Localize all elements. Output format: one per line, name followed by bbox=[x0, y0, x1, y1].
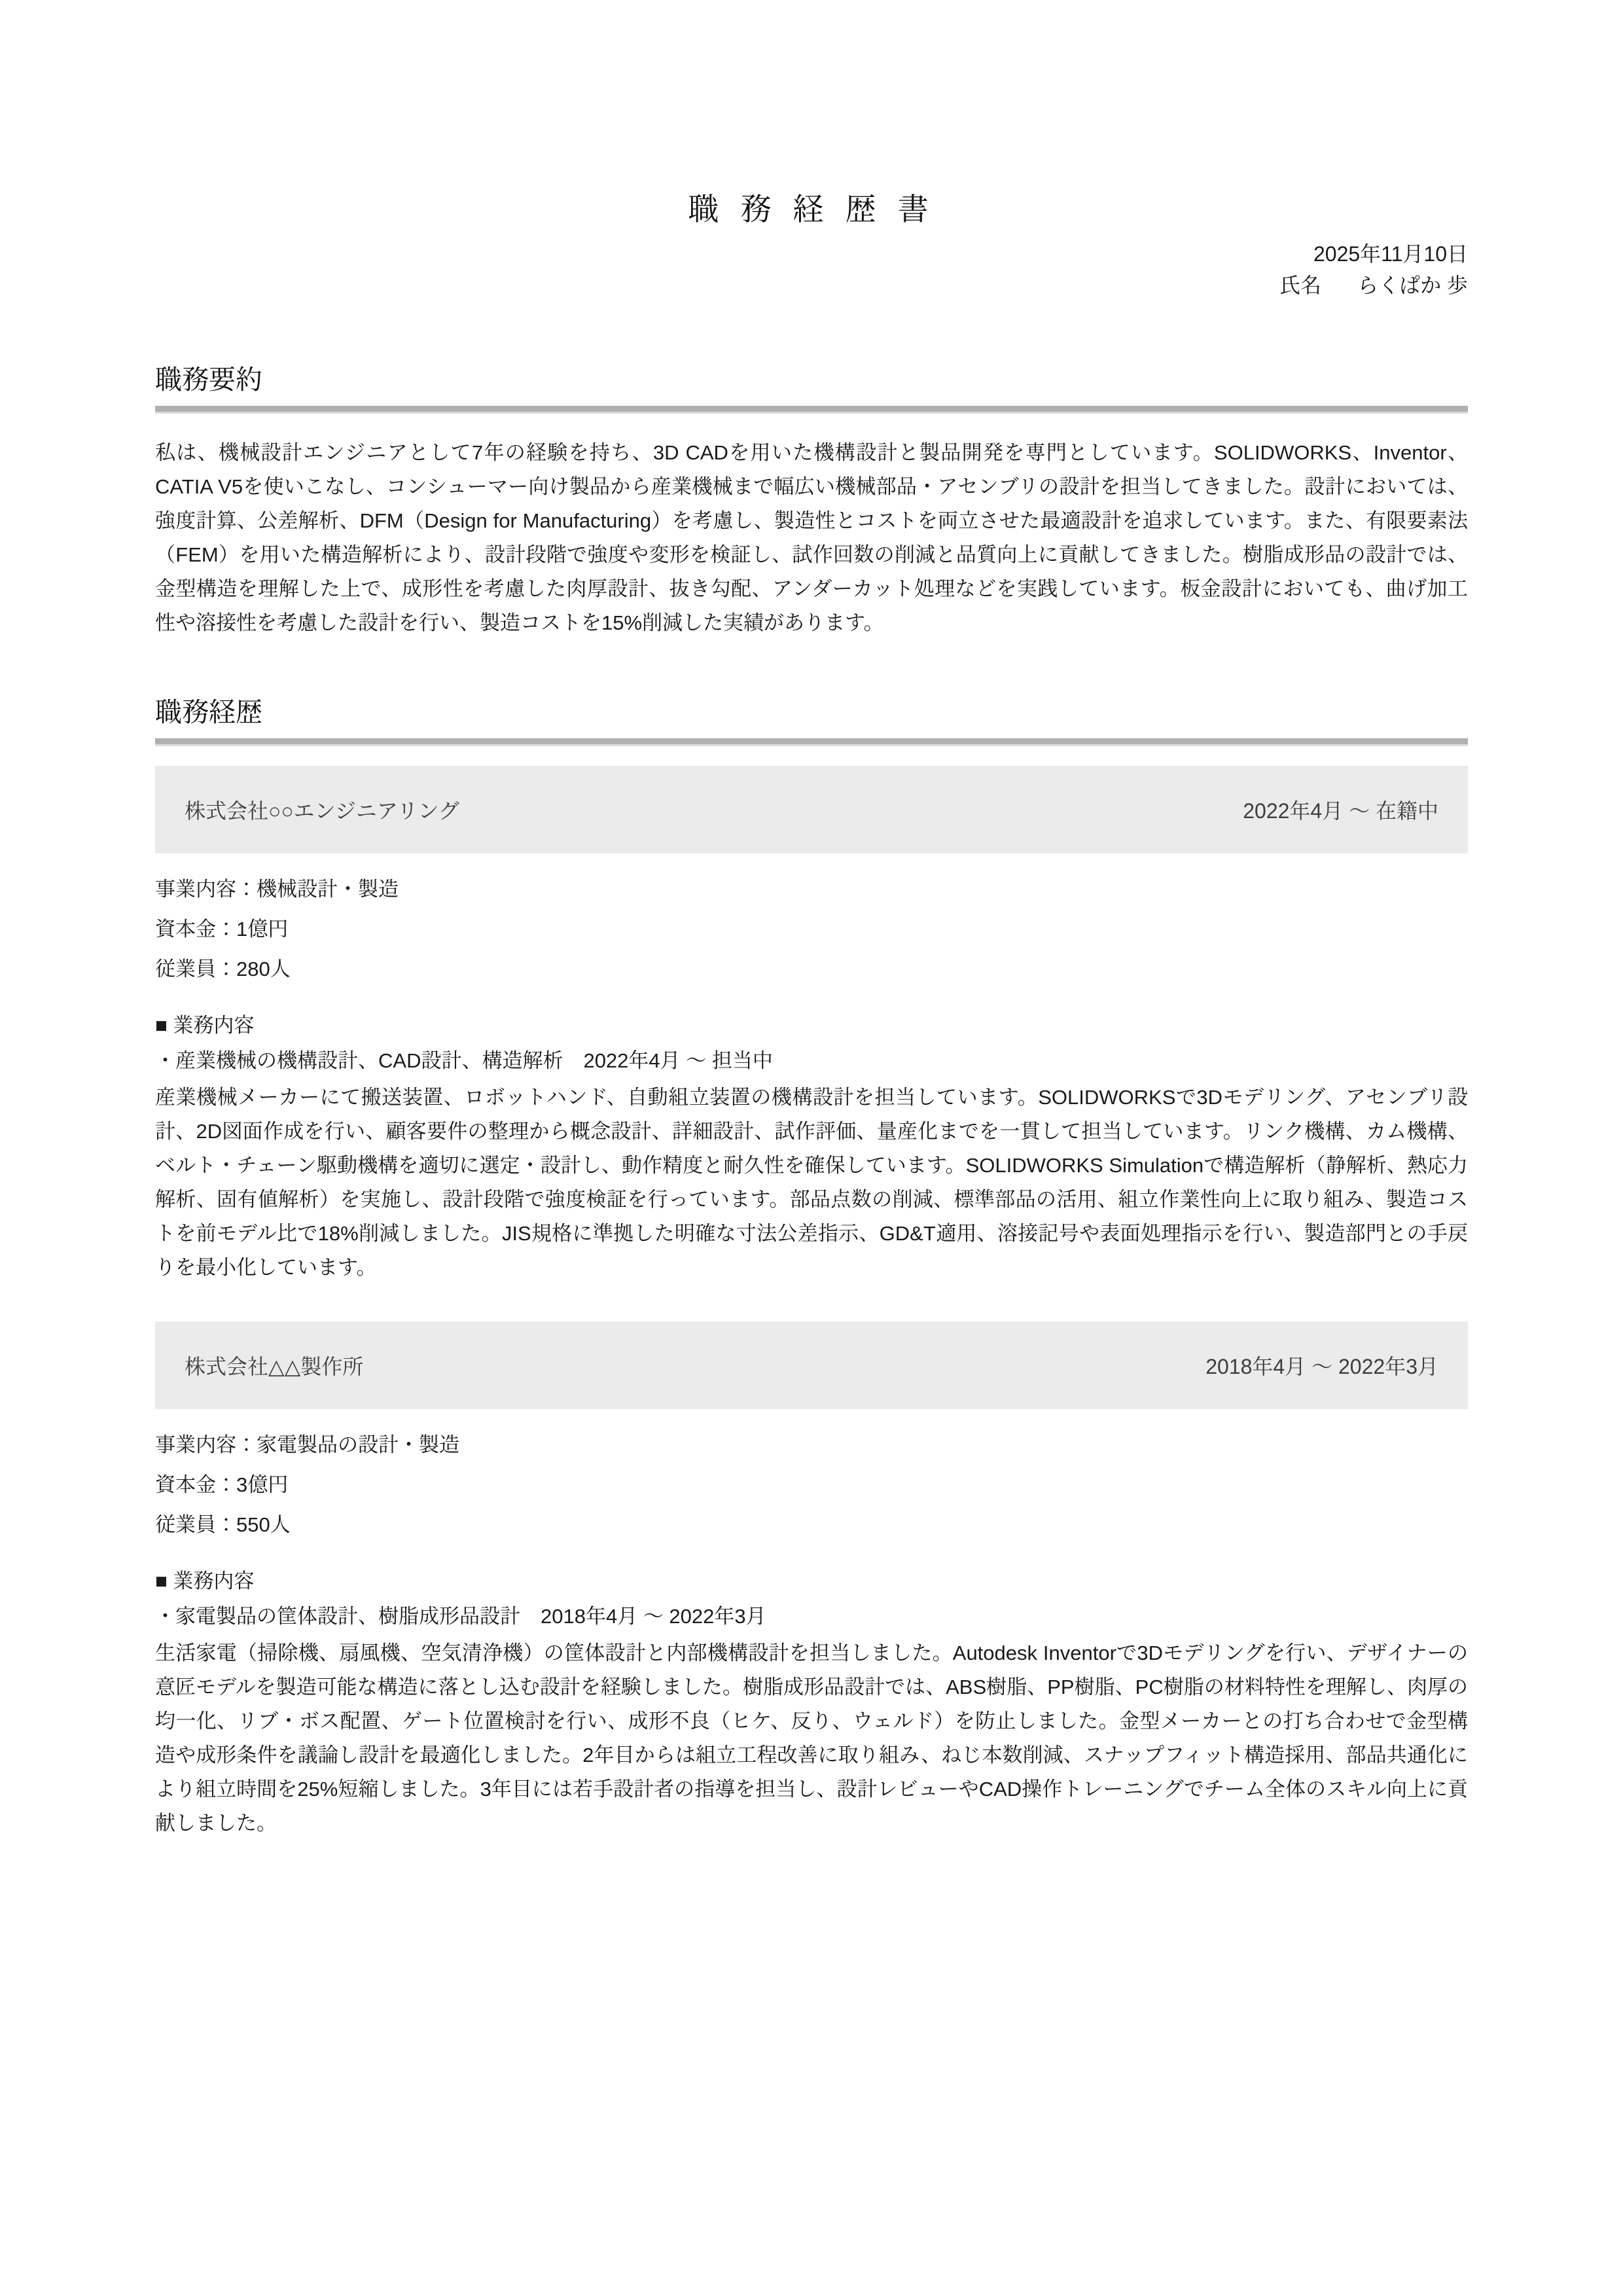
history-heading-rule bbox=[155, 738, 1468, 746]
entry-description: 産業機械メーカーにて搬送装置、ロボットハンド、自動組立装置の機構設計を担当しています。SOLIDWORKSで3Dモデリング、アセンブリ設計、2D図面作成を行い、顧客要件の整理から概念設計、詳細設計、試作評価、量産化までを一貫して担当しています。リンク機構、カム機構、ベルト・チェーン駆動機構を適切に選定・設計し、動作精度と耐久性を確保しています。SOLIDWORKS Simulationで構造解析（静解析、熱応力解析、固有値解析）を実施し、設計段階で強度検証を行っています。部品点数の削減、標準部品の活用、組立作業性向上に取り組み、製造コストを前モデル比で18%削減しました。JIS規格に準拠した明確な寸法公差指示、GD&T適用、溶接記号や表面処理指示を行い、製造部門との手戻りを最小化しています。 bbox=[155, 1086, 1468, 1279]
company-name: 株式会社△△製作所 bbox=[185, 1355, 364, 1378]
history-entry bbox=[155, 766, 1468, 1285]
summary-heading: 職務要約 bbox=[155, 365, 262, 395]
business-line: 事業内容：機械設計・製造 bbox=[155, 878, 399, 901]
name-value: らくぱか 歩 bbox=[1357, 274, 1468, 297]
document-date: 2025年11月10日 bbox=[1313, 242, 1468, 266]
summary-section bbox=[155, 364, 1468, 640]
role-line: ・家電製品の筐体設計、樹脂成形品設計 2018年4月 〜 2022年3月 bbox=[155, 1605, 766, 1628]
entry-period: 2018年4月 〜 2022年3月 bbox=[1205, 1355, 1438, 1378]
name-label: 氏名 bbox=[1279, 274, 1322, 297]
entry-period: 2022年4月 〜 在籍中 bbox=[1243, 799, 1438, 823]
meta-block bbox=[155, 238, 1468, 301]
entry-header bbox=[155, 1321, 1468, 1409]
duties-heading: ■ 業務内容 bbox=[155, 1014, 255, 1037]
company-name: 株式会社○○エンジニアリング bbox=[185, 799, 459, 823]
history-section bbox=[155, 696, 1468, 1840]
entry-header bbox=[155, 766, 1468, 853]
capital-line: 資本金：1億円 bbox=[155, 918, 289, 941]
employees-line: 従業員：550人 bbox=[155, 1513, 291, 1536]
summary-body: 私は、機械設計エンジニアとして7年の経験を持ち、3D CADを用いた機構設計と製品開発を専門としています。SOLIDWORKS、Inventor、CATIA V5を使いこなし、コンシューマー向け製品から産業機械まで幅広い機械部品・アセンブリの設計を担当してきました。設計においては、強度計算、公差解析、DFM（Design for Manufacturing）を考慮し、製造性とコストを両立させた最適設計を追求しています。また、有限要素法（FEM）を用いた構造解析により、設計段階で強度や変形を検証し、試作回数の削減と品質向上に貢献してきました。樹脂成形品の設計では、金型構造を理解した上で、成形性を考慮した肉厚設計、抜き勾配、アンダーカット処理などを実践しています。板金設計においても、曲げ加工性や溶接性を考慮した設計を行い、製造コストを15%削減した実績があります。 bbox=[155, 441, 1468, 634]
employees-line: 従業員：280人 bbox=[155, 958, 291, 980]
page-title: 職 務 経 歴 書 bbox=[688, 192, 935, 226]
history-entry bbox=[155, 1321, 1468, 1840]
capital-line: 資本金：3億円 bbox=[155, 1473, 289, 1496]
business-line: 事業内容：家電製品の設計・製造 bbox=[155, 1433, 459, 1456]
entry-facts bbox=[155, 869, 1468, 989]
name-line bbox=[155, 270, 1468, 301]
entry-facts bbox=[155, 1425, 1468, 1545]
history-heading: 職務経歴 bbox=[155, 697, 262, 727]
entry-description: 生活家電（掃除機、扇風機、空気清浄機）の筐体設計と内部機構設計を担当しました。Autodesk Inventorで3Dモデリングを行い、デザイナーの意匠モデルを製造可能な構造に落とし込む設計を経験しました。樹脂成形品設計では、ABS樹脂、PP樹脂、PC樹脂の材料特性を理解し、肉厚の均一化、リブ・ボス配置、ゲート位置検討を行い、成形不良（ヒケ、反り、ウェルド）を防止しました。金型メーカーとの打ち合わせで金型構造や成形条件を議論し設計を最適化しました。2年目からは組立工程改善に取り組み、ねじ本数削減、スナップフィット構造採用、部品共通化により組立時間を25%短縮しました。3年目には若手設計者の指導を担当し、設計レビューやCAD操作トレーニングでチーム全体のスキル向上に貢献しました。 bbox=[155, 1641, 1468, 1835]
summary-heading-rule bbox=[155, 406, 1468, 414]
duties-heading: ■ 業務内容 bbox=[155, 1570, 255, 1592]
role-line: ・産業機械の機構設計、CAD設計、構造解析 2022年4月 〜 担当中 bbox=[155, 1049, 773, 1072]
